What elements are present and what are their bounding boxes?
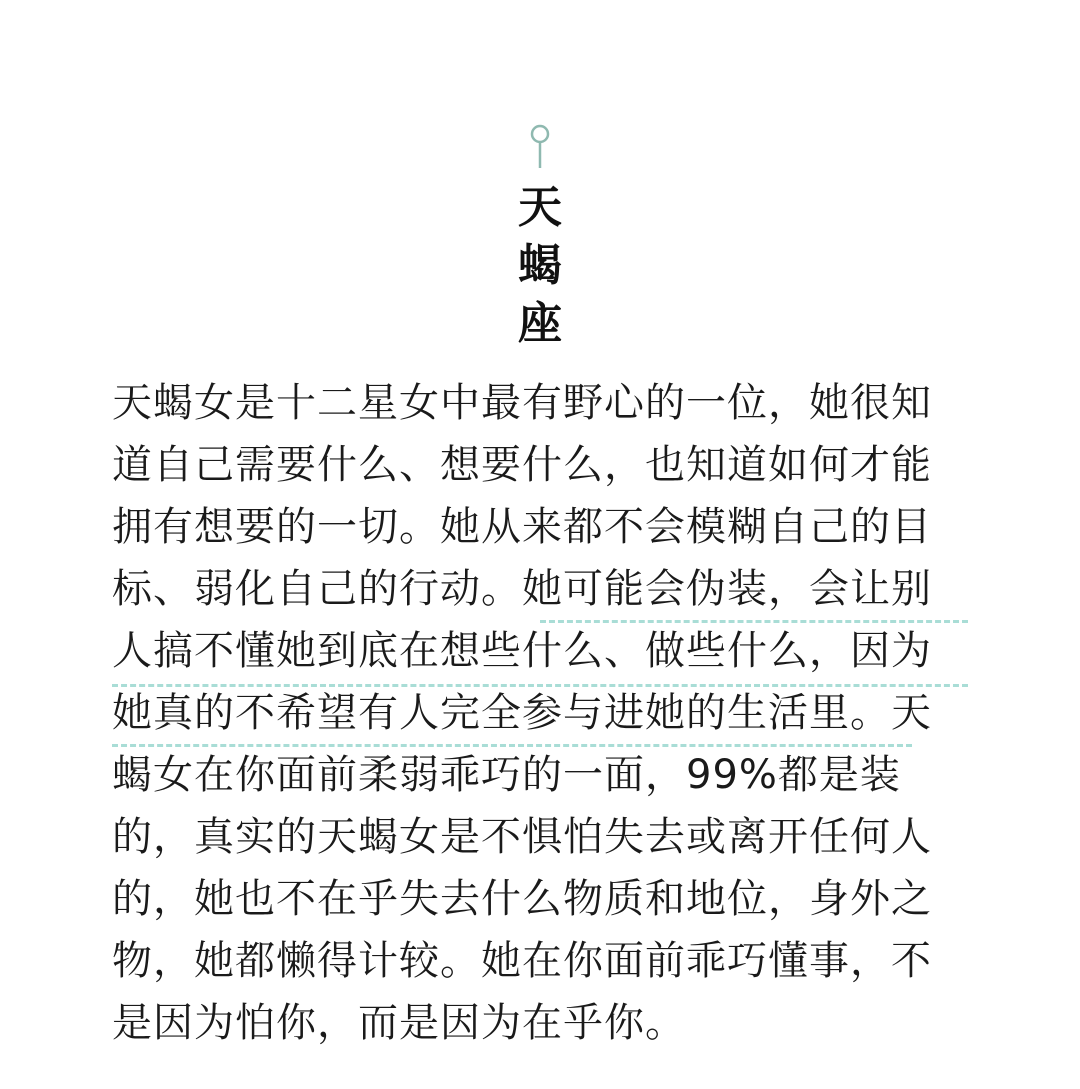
paragraph-line: 是因为怕你，而是因为在乎你。 [112, 1000, 686, 1046]
highlight-underline [540, 620, 968, 623]
paragraph-line: 天蝎女是十二星女中最有野心的一位，她很知 [112, 380, 932, 426]
paragraph-line: 蝎女在你面前柔弱乖巧的一面，99%都是装 [112, 752, 901, 798]
paragraph-line: 物，她都懒得计较。她在你面前乖巧懂事，不 [112, 938, 932, 984]
paragraph-line: 道自己需要什么、想要什么，也知道如何才能 [112, 442, 932, 488]
paragraph-line: 标、弱化自己的行动。她可能会伪装，会让别 [112, 566, 932, 612]
highlight-underline [112, 744, 912, 747]
paragraph-line: 人搞不懂她到底在想些什么、做些什么，因为 [112, 628, 932, 674]
paragraph-line: 她真的不希望有人完全参与进她的生活里。天 [112, 690, 932, 736]
title-char-3: 座 [518, 298, 562, 349]
title-char-1: 天 [518, 182, 562, 233]
pin-marker-icon [529, 124, 551, 170]
paragraph-line: 的，真实的天蝎女是不惧怕失去或离开任何人 [112, 814, 932, 860]
article-paragraph [112, 372, 972, 1054]
highlight-underline [112, 684, 968, 687]
paragraph-line: 的，她也不在乎失去什么物质和地位，身外之 [112, 876, 932, 922]
paragraph-line: 拥有想要的一切。她从来都不会模糊自己的目 [112, 504, 932, 550]
title-char-2: 蝎 [518, 240, 562, 291]
